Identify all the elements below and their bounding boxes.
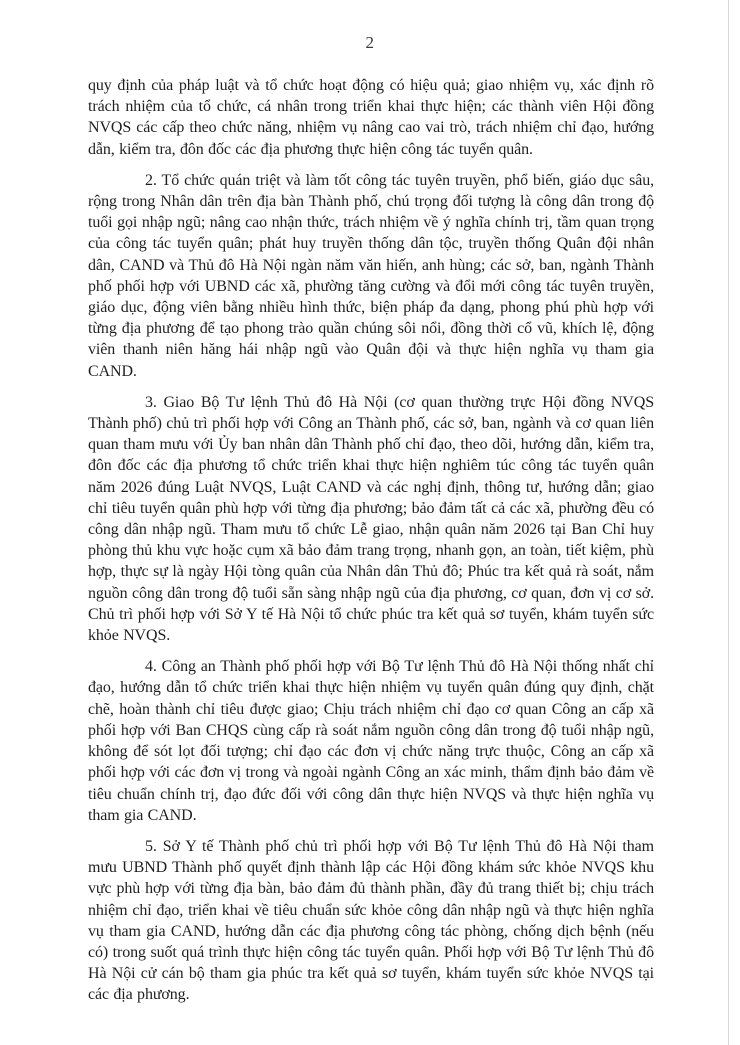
paragraph-item-5: 5. Sở Y tế Thành phố chủ trì phối hợp với Bộ Tư lệnh Thủ đô Hà Nội tham mưu UBND Thành phố quyết định thành lập các Hội đồng khám sức khỏe NVQS khu vực phù hợp với từng địa bàn, bảo đảm đủ thành phần, đầy đủ trang thiết bị; chịu trách nhiệm chỉ đạo, triển khai về tiêu chuẩn sức khỏe công dân nhập ngũ và thực hiện nghĩa vụ tham gia CAND, hướng dẫn các địa phương công tác phòng, chống dịch bệnh (nếu có) trong suốt quá trình thực hiện công tác tuyển quân. Phối hợp với Bộ Tư lệnh Thủ đô Hà Nội cử cán bộ tham gia phúc tra kết quả sơ tuyển, khám tuyển sức khỏe NVQS tại các địa phương. — [88, 837, 654, 1004]
paragraph-item-4: 4. Công an Thành phố phối hợp với Bộ Tư lệnh Thủ đô Hà Nội thống nhất chỉ đạo, hướng dẫn tổ chức triển khai thực hiện nhiệm vụ tuyển quân đúng quy định, chặt chẽ, hoàn thành chỉ tiêu được giao; Chịu trách nhiệm chỉ đạo cơ quan Công an cấp xã phối hợp với Ban CHQS cùng cấp rà soát nắm nguồn công dân trong độ tuổi nhập ngũ, không để sót lọt đối tượng; chỉ đạo các đơn vị chức năng trực thuộc, Công an cấp xã phối hợp với các đơn vị trong và ngoài ngành Công an xác minh, thẩm định bảo đảm về tiêu chuẩn chính trị, đạo đức đối với công dân thực hiện NVQS và thực hiện nghĩa vụ tham gia CAND. — [88, 658, 654, 824]
paragraph-continuation: quy định của pháp luật và tổ chức hoạt động có hiệu quả; giao nhiệm vụ, xác định rõ trách nhiệm của tổ chức, cá nhân trong triển khai thực hiện; các thành viên Hội đồng NVQS các cấp theo chức năng, nhiệm vụ nâng cao vai trò, trách nhiệm chỉ đạo, hướng dẫn, kiểm tra, đôn đốc các địa phương thực hiện công tác tuyển quân. — [88, 77, 654, 158]
paragraph-item-2: 2. Tổ chức quán triệt và làm tốt công tác tuyên truyền, phổ biến, giáo dục sâu, rộng trong Nhân dân trên địa bàn Thành phố, chú trọng đối tượng là công dân trong độ tuổi gọi nhập ngũ; nâng cao nhận thức, trách nhiệm về ý nghĩa chính trị, tầm quan trọng của công tác tuyển quân; phát huy truyền thống dân tộc, truyền thống Quân đội nhân dân, CAND và Thủ đô Hà Nội ngàn năm văn hiến, anh hùng; các sở, ban, ngành Thành phố phối hợp với UBND các xã, phường tăng cường và đổi mới công tác tuyên truyền, giáo dục, động viên bằng nhiều hình thức, biện pháp đa dạng, phong phú phù hợp với từng địa phương để tạo phong trào quần chúng sôi nổi, đồng thời cổ vũ, khích lệ, động viên thanh niên hăng hái nhập ngũ vào Quân đội và thực hiện nghĩa vụ tham gia CAND. — [88, 171, 654, 380]
page-number: 2 — [365, 33, 375, 52]
paragraph-item-3: 3. Giao Bộ Tư lệnh Thủ đô Hà Nội (cơ quan thường trực Hội đồng NVQS Thành phố) chủ trì phối hợp với Công an Thành phố, các sở, ban, ngành và cơ quan liên quan tham mưu với Ủy ban nhân dân Thành phố chỉ đạo, theo dõi, hướng dẫn, kiểm tra, đôn đốc các địa phương tổ chức triển khai thực hiện nghiêm túc công tác tuyển quân năm 2026 đúng Luật NVQS, Luật CAND và các nghị định, thông tư, hướng dẫn; giao chỉ tiêu tuyển quân phù hợp với từng địa phương; bảo đảm tất cả các xã, phường đều có công dân nhập ngũ. Tham mưu tổ chức Lễ giao, nhận quân năm 2026 tại Ban Chỉ huy phòng thủ khu vực hoặc cụm xã bảo đảm trang trọng, nhanh gọn, an toàn, tiết kiệm, phù hợp, thực sự là ngày Hội tòng quân của Nhân dân Thủ đô; Phúc tra kết quả rà soát, nắm nguồn công dân trong độ tuổi sẵn sàng nhập ngũ của địa phương, cơ quan, đơn vị cơ sở. Chủ trì phối hợp với Sở Y tế Hà Nội tổ chức phúc tra kết quả sơ tuyển, khám tuyển sức khỏe NVQS. — [88, 393, 654, 645]
document-body — [88, 75, 654, 1006]
scan-edge-line — [728, 0, 729, 1045]
